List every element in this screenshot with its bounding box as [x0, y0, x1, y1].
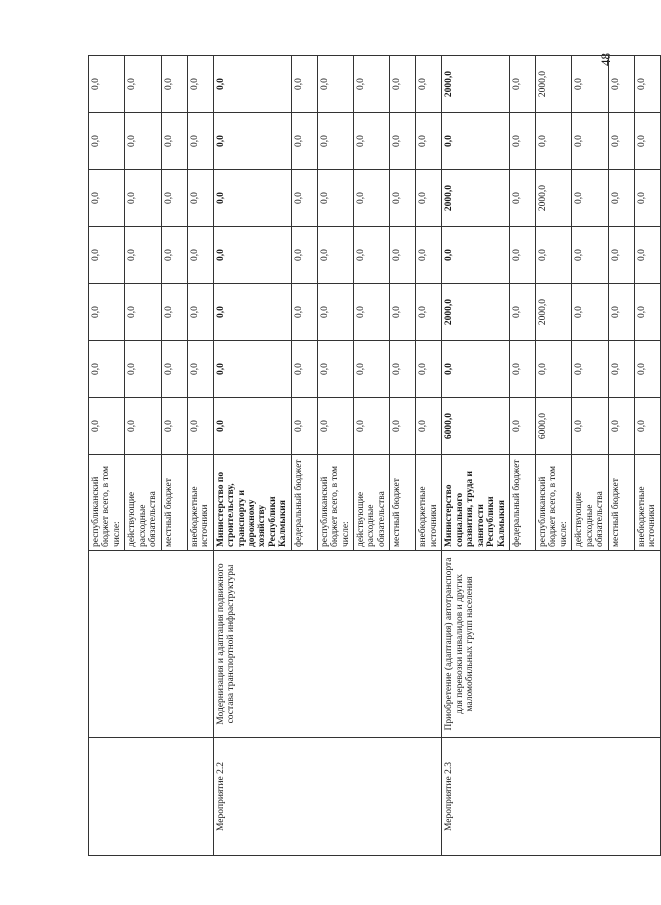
amount-cell: 0,0 [354, 341, 390, 398]
amount-cell: 0,0 [125, 56, 161, 113]
amount-cell: 0,0 [416, 284, 442, 341]
funding-source: действующие расходные обязательства [354, 455, 390, 551]
funding-source: Министерство по строительству, транспорту и дорожному хозяйству Республики Калмыкия [213, 455, 291, 551]
amount-cell: 0,0 [89, 398, 125, 455]
amount-cell: 0,0 [161, 170, 187, 227]
amount-cell: 0,0 [291, 170, 317, 227]
table-row [213, 56, 291, 856]
amount-cell: 0,0 [317, 284, 353, 341]
amount-cell: 0,0 [390, 227, 416, 284]
amount-cell: 0,0 [390, 398, 416, 455]
table-row [442, 56, 510, 856]
amount-cell: 0,0 [416, 227, 442, 284]
amount-cell: 0,0 [535, 227, 571, 284]
funding-source: федеральный бюджет [509, 455, 535, 551]
amount-cell: 0,0 [572, 341, 608, 398]
funding-source: внебюджетные источники [416, 455, 442, 551]
amount-cell: 0,0 [317, 341, 353, 398]
funding-source: местный бюджет [608, 455, 634, 551]
funding-source: действующие расходные обязательства [572, 455, 608, 551]
amount-cell: 2000,0 [535, 56, 571, 113]
amount-cell: 0,0 [509, 398, 535, 455]
amount-cell: 0,0 [317, 170, 353, 227]
amount-cell: 0,0 [161, 398, 187, 455]
budget-table [88, 55, 661, 856]
amount-cell: 0,0 [572, 284, 608, 341]
amount-cell: 2000,0 [442, 56, 510, 113]
amount-cell: 0,0 [213, 56, 291, 113]
amount-cell: 0,0 [608, 227, 634, 284]
table-body [89, 56, 661, 856]
table-row [89, 56, 125, 856]
amount-cell: 0,0 [125, 398, 161, 455]
funding-source: республиканский бюджет всего, в том числе: [317, 455, 353, 551]
amount-cell: 0,0 [291, 113, 317, 170]
amount-cell: 0,0 [634, 56, 660, 113]
amount-cell: 0,0 [89, 113, 125, 170]
amount-cell: 0,0 [317, 398, 353, 455]
amount-cell: 2000,0 [535, 284, 571, 341]
funding-source: местный бюджет [161, 455, 187, 551]
amount-cell: 0,0 [608, 341, 634, 398]
amount-cell: 0,0 [572, 170, 608, 227]
amount-cell: 0,0 [187, 56, 213, 113]
amount-cell: 0,0 [509, 284, 535, 341]
amount-cell: 0,0 [634, 227, 660, 284]
amount-cell: 0,0 [291, 56, 317, 113]
amount-cell: 0,0 [187, 227, 213, 284]
funding-source: Министерство социального развития, труда и занятости Республики Калмыкия [442, 455, 510, 551]
amount-cell: 0,0 [442, 113, 510, 170]
amount-cell: 0,0 [509, 113, 535, 170]
amount-cell: 0,0 [509, 227, 535, 284]
amount-cell: 0,0 [608, 398, 634, 455]
amount-cell: 0,0 [634, 284, 660, 341]
amount-cell: 0,0 [608, 170, 634, 227]
amount-cell: 0,0 [89, 341, 125, 398]
amount-cell: 0,0 [634, 113, 660, 170]
amount-cell: 0,0 [161, 341, 187, 398]
funding-source: внебюджетные источники [187, 455, 213, 551]
amount-cell: 0,0 [608, 284, 634, 341]
amount-cell: 0,0 [390, 170, 416, 227]
amount-cell: 0,0 [161, 284, 187, 341]
amount-cell: 0,0 [390, 113, 416, 170]
funding-source: республиканский бюджет всего, в том числе: [89, 455, 125, 551]
amount-cell: 0,0 [354, 113, 390, 170]
amount-cell: 0,0 [608, 56, 634, 113]
amount-cell: 0,0 [634, 398, 660, 455]
amount-cell: 2000,0 [535, 170, 571, 227]
amount-cell: 0,0 [125, 341, 161, 398]
amount-cell: 0,0 [535, 113, 571, 170]
amount-cell: 0,0 [161, 227, 187, 284]
amount-cell: 0,0 [125, 227, 161, 284]
amount-cell: 0,0 [416, 341, 442, 398]
measure-name [89, 551, 214, 738]
funding-source: внебюджетные источники [634, 455, 660, 551]
amount-cell: 0,0 [608, 113, 634, 170]
funding-source: федеральный бюджет [291, 455, 317, 551]
amount-cell: 0,0 [213, 170, 291, 227]
amount-cell: 0,0 [572, 113, 608, 170]
amount-cell: 0,0 [572, 56, 608, 113]
page-number: 48 [598, 53, 613, 66]
amount-cell: 0,0 [187, 341, 213, 398]
amount-cell: 0,0 [213, 398, 291, 455]
amount-cell: 0,0 [187, 113, 213, 170]
amount-cell: 0,0 [317, 227, 353, 284]
amount-cell: 0,0 [354, 170, 390, 227]
amount-cell: 0,0 [291, 341, 317, 398]
amount-cell: 0,0 [213, 227, 291, 284]
amount-cell: 0,0 [161, 56, 187, 113]
amount-cell: 0,0 [213, 113, 291, 170]
amount-cell: 2000,0 [442, 170, 510, 227]
amount-cell: 0,0 [634, 341, 660, 398]
amount-cell: 0,0 [390, 284, 416, 341]
amount-cell: 0,0 [509, 56, 535, 113]
measure-label: Мероприятие 2.2 [213, 738, 442, 856]
amount-cell: 0,0 [354, 56, 390, 113]
amount-cell: 0,0 [442, 341, 510, 398]
measure-label [89, 738, 214, 856]
amount-cell: 0,0 [89, 227, 125, 284]
amount-cell: 0,0 [125, 113, 161, 170]
amount-cell: 0,0 [213, 341, 291, 398]
amount-cell: 0,0 [390, 341, 416, 398]
amount-cell: 0,0 [89, 284, 125, 341]
amount-cell: 0,0 [187, 284, 213, 341]
funding-source: действующие расходные обязательства [125, 455, 161, 551]
amount-cell: 0,0 [509, 170, 535, 227]
amount-cell: 0,0 [89, 56, 125, 113]
amount-cell: 0,0 [634, 170, 660, 227]
amount-cell: 0,0 [317, 113, 353, 170]
amount-cell: 0,0 [572, 398, 608, 455]
measure-name: Приобретение (адаптация) автотранспорта для перевозки инвалидов и других маломобильных групп населения [442, 551, 660, 738]
amount-cell: 2000,0 [442, 284, 510, 341]
amount-cell: 0,0 [416, 56, 442, 113]
amount-cell: 0,0 [354, 398, 390, 455]
amount-cell: 0,0 [125, 284, 161, 341]
funding-source: республиканский бюджет всего, в том числе: [535, 455, 571, 551]
measure-label: Мероприятие 2.3 [442, 738, 660, 856]
amount-cell: 0,0 [89, 170, 125, 227]
amount-cell: 0,0 [354, 284, 390, 341]
amount-cell: 0,0 [291, 398, 317, 455]
amount-cell: 0,0 [291, 227, 317, 284]
amount-cell: 0,0 [317, 56, 353, 113]
amount-cell: 0,0 [187, 398, 213, 455]
amount-cell: 0,0 [187, 170, 213, 227]
amount-cell: 0,0 [390, 56, 416, 113]
funding-source: местный бюджет [390, 455, 416, 551]
amount-cell: 0,0 [535, 341, 571, 398]
amount-cell: 0,0 [416, 170, 442, 227]
amount-cell: 0,0 [354, 227, 390, 284]
amount-cell: 0,0 [509, 341, 535, 398]
amount-cell: 0,0 [213, 284, 291, 341]
amount-cell: 0,0 [416, 398, 442, 455]
amount-cell: 0,0 [125, 170, 161, 227]
measure-name: Модернизация и адаптация подвижного состава транспортной инфраструктуры [213, 551, 442, 738]
amount-cell: 0,0 [416, 113, 442, 170]
amount-cell: 0,0 [572, 227, 608, 284]
amount-cell: 0,0 [161, 113, 187, 170]
amount-cell: 6000,0 [535, 398, 571, 455]
amount-cell: 6000,0 [442, 398, 510, 455]
amount-cell: 0,0 [291, 284, 317, 341]
amount-cell: 0,0 [442, 227, 510, 284]
